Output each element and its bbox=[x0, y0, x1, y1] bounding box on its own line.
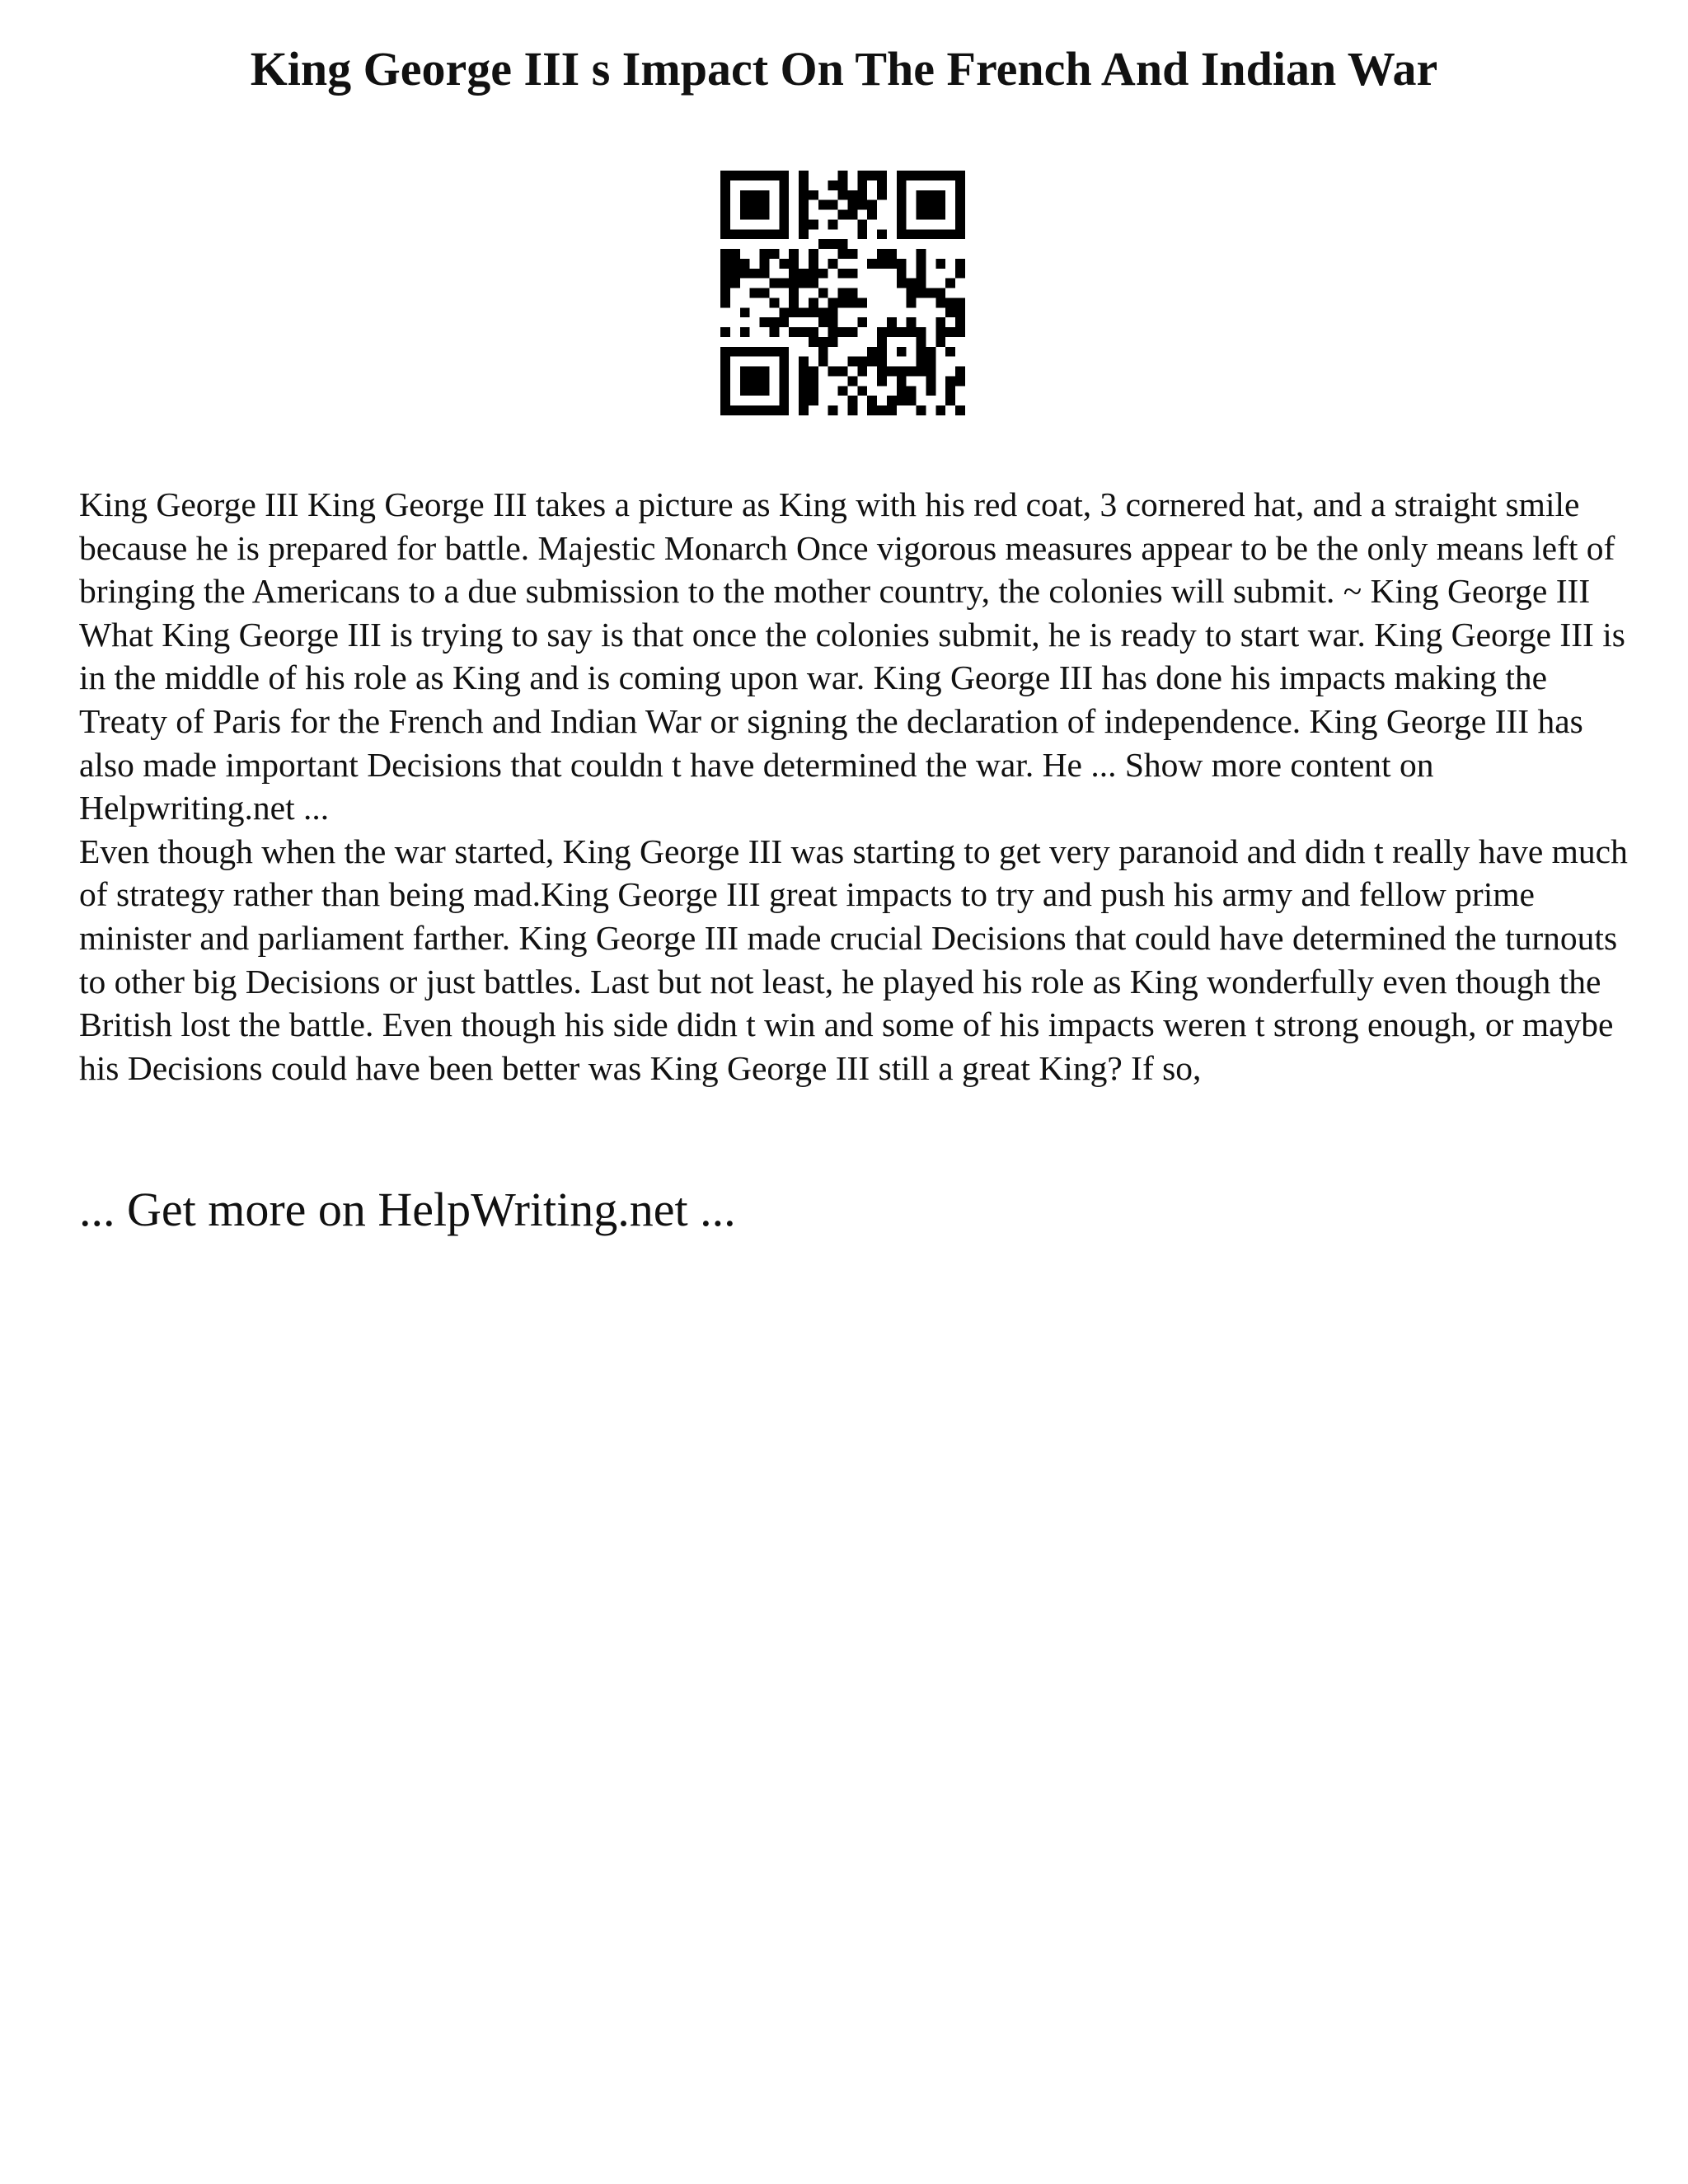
get-more-link[interactable]: ... Get more on HelpWriting.net ... bbox=[79, 1183, 736, 1236]
article-paragraph-1: King George III King George III takes a picture as King with his red coat, 3 cornered hat, and a straight smile because he is prepared for battle. Majestic Monarch Once vigorous measures appear to be the only means left of bringing the Americans to a due submission to the mother country, the colonies will submit. ~ King George III What King George III is trying to say is that once the colonies submit, he is ready to start war. King George III is in the middle of his role as King and is coming upon war. King George III has done his impacts making the Treaty of Paris for the French and Indian War or signing the declaration of independence. King George III has also made important Decisions that couldn t have determined the war. He ... Show more content on Helpwriting.net ... bbox=[79, 485, 1625, 827]
document-title: King George III s Impact On The French And Indian War bbox=[250, 42, 1438, 96]
article-paragraph-2: Even though when the war started, King George III was starting to get very paranoid and didn t really have much of strategy rather than being mad.King George III great impacts to try and push his army and fellow prime minister and parliament farther. King George III made crucial Decisions that could have determined the turnouts to other big Decisions or just battles. Last but not least, he played his role as King wonderfully even though the British lost the battle. Even though his side didn t win and some of his impacts weren t strong enough, or maybe his Decisions could have been better was King George III still a great King? If so, bbox=[79, 832, 1628, 1087]
qr-code-icon[interactable] bbox=[720, 171, 965, 415]
article-body bbox=[79, 483, 1629, 1090]
